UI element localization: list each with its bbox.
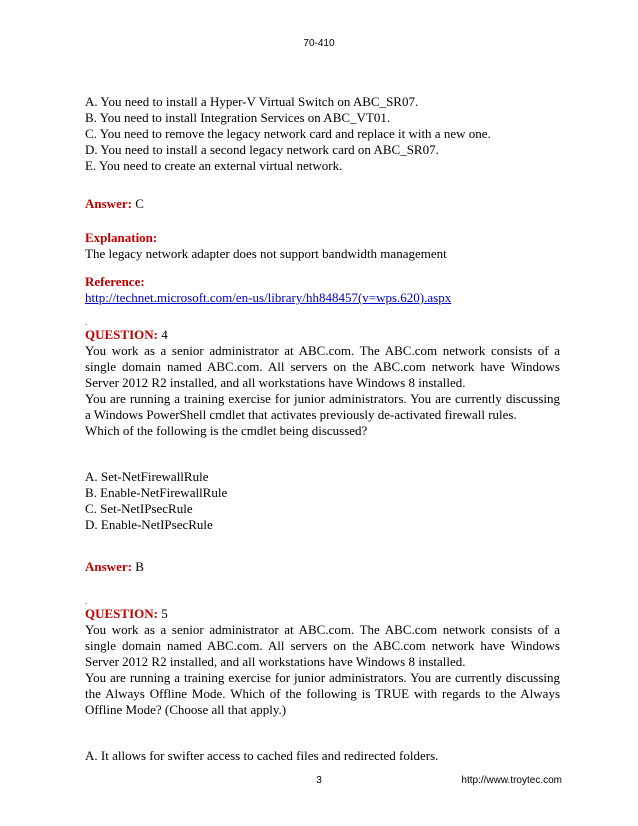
explanation-label: Explanation:: [85, 230, 158, 245]
option-a: A. It allows for swifter access to cached files and redirected folders.: [85, 748, 439, 763]
question-label: QUESTION:: [85, 327, 158, 342]
question-4-prompt: Which of the following is the cmdlet being discussed?: [85, 423, 368, 438]
option-e: E. You need to create an external virtual network.: [85, 158, 343, 173]
reference-link[interactable]: http://technet.microsoft.com/en-us/library/hh848457(v=wps.620).aspx: [85, 290, 452, 305]
question-4-body: You work as a senior administrator at ABC.com. The ABC.com network consists of a single domain named ABC.com. All servers on the ABC.com network have Windows Server 2012 R2 installed, and all workstations have Windows 8 installed.: [85, 343, 560, 390]
option-d: D. Enable-NetIPsecRule: [85, 517, 213, 532]
reference-label: Reference:: [85, 274, 145, 289]
option-d: D. You need to install a second legacy network card on ABC_SR07.: [85, 142, 439, 157]
answer-value: C: [135, 196, 144, 211]
question-5-heading: [85, 606, 560, 622]
question-label: QUESTION:: [85, 606, 158, 621]
explanation-text: The legacy network adapter does not support bandwidth management: [85, 246, 447, 261]
question-3-explanation: [85, 230, 560, 262]
question-3-reference: [85, 274, 560, 306]
question-4-body-2: You are running a training exercise for junior administrators. You are currently discussing a Windows PowerShell cmdlet that activates previously de-activated firewall rules.: [85, 391, 560, 422]
question-5-body: You work as a senior administrator at ABC.com. The ABC.com network consists of a single domain named ABC.com. All servers on the ABC.com network have Windows Server 2012 R2 installed, and all workstations have Windows 8 installed.: [85, 622, 560, 669]
option-c: C. You need to remove the legacy network card and replace it with a new one.: [85, 126, 491, 141]
option-a: A. Set-NetFirewallRule: [85, 469, 209, 484]
question-3-options: [85, 94, 560, 174]
question-4-answer: [85, 559, 560, 575]
option-a: A. You need to install a Hyper-V Virtual Switch on ABC_SR07.: [85, 94, 419, 109]
option-c: C. Set-NetIPsecRule: [85, 501, 193, 516]
question-5-options: [85, 748, 560, 764]
footer-website: http://www.troytec.com: [461, 775, 562, 786]
question-number: 4: [161, 327, 168, 342]
page-header: 70-410: [303, 38, 335, 49]
question-3-answer: [85, 196, 560, 212]
question-4-marker: .: [85, 317, 88, 327]
question-4: [85, 318, 560, 575]
answer-label: Answer:: [85, 559, 132, 574]
question-4-options: [85, 469, 560, 533]
question-number: 5: [161, 606, 168, 621]
answer-label: Answer:: [85, 196, 132, 211]
question-5-marker: .: [85, 596, 88, 606]
option-b: B. You need to install Integration Services on ABC_VT01.: [85, 110, 391, 125]
question-5: [85, 597, 560, 764]
page-content: [85, 94, 560, 764]
question-4-heading: [85, 327, 560, 343]
answer-value: B: [135, 559, 144, 574]
option-b: B. Enable-NetFirewallRule: [85, 485, 228, 500]
question-5-body-2: You are running a training exercise for junior administrators. You are currently discussing the Always Offline Mode. Which of the following is TRUE with regards to the Always Offline Mode? (Choose all that apply.): [85, 670, 560, 717]
page-number: 3: [316, 775, 322, 786]
